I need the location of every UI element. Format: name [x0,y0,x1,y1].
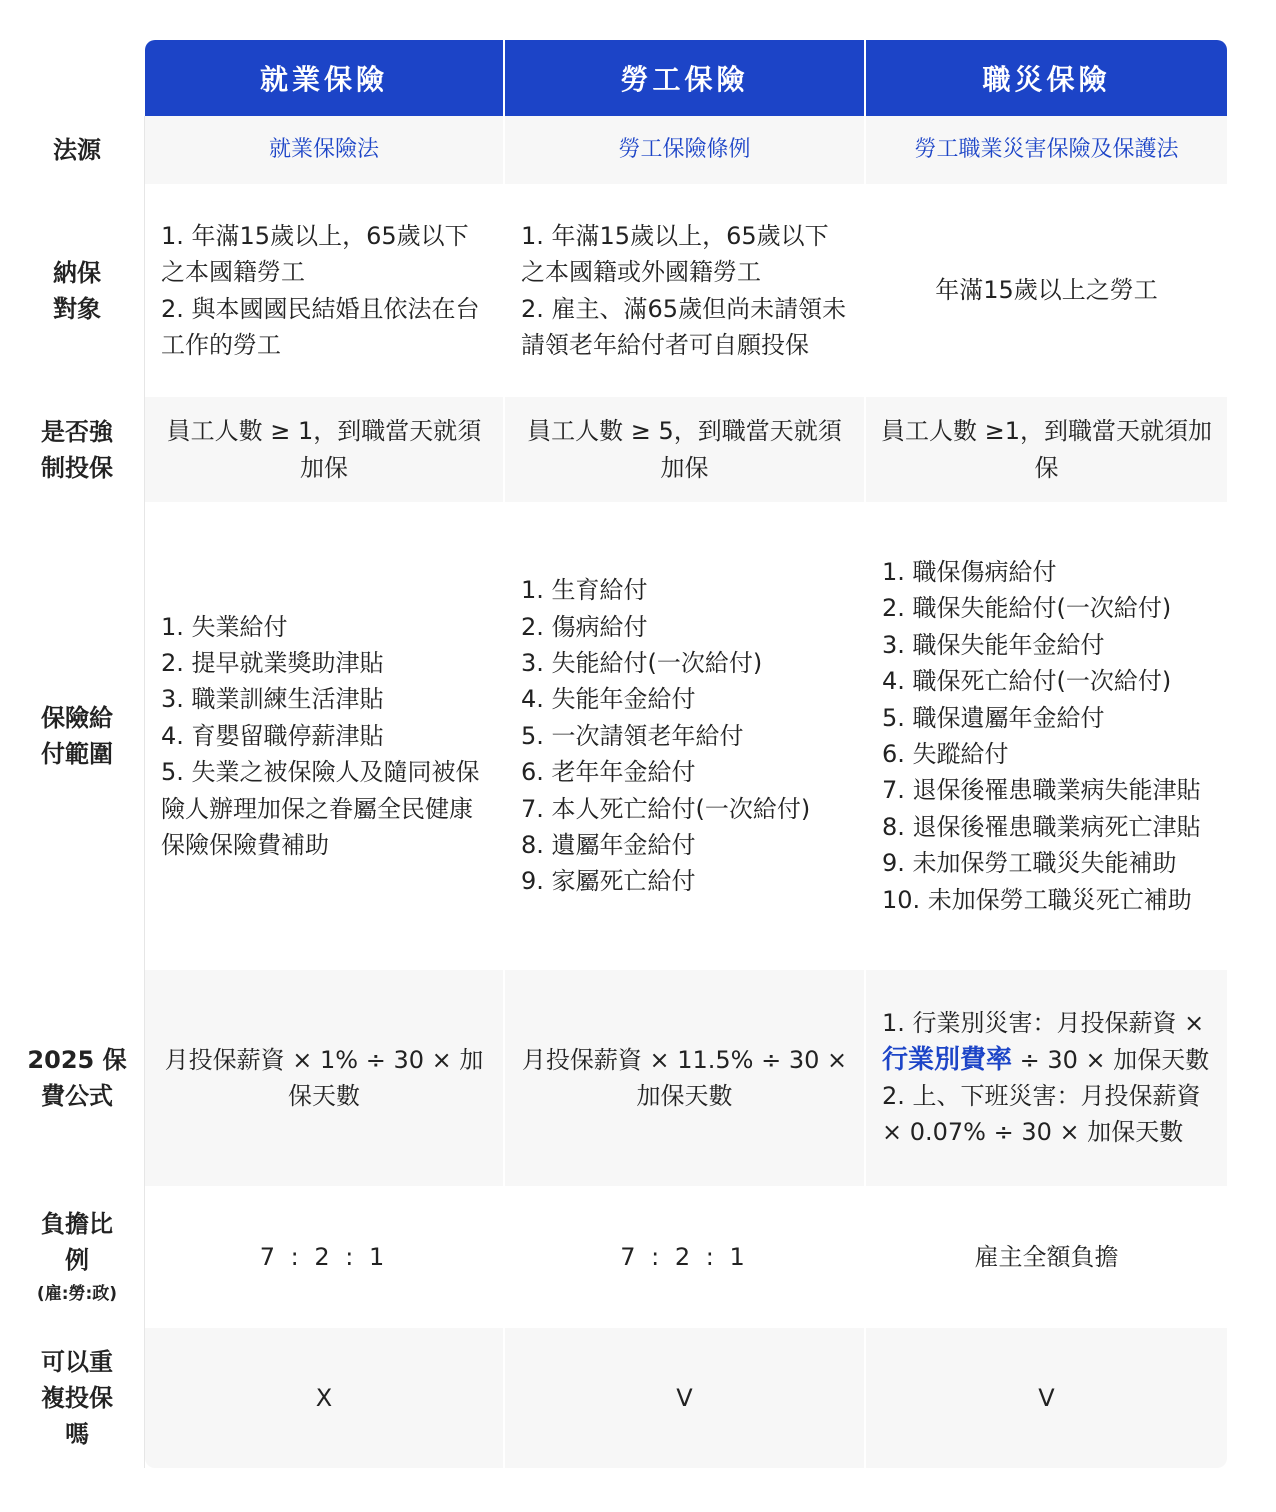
list-item: 1. 年滿15歲以上，65歲以下之本國籍或外國籍勞工 [521,221,829,287]
legal-source-disaster-link[interactable]: 勞工職業災害保險及保護法 [866,116,1227,184]
list-item: 1. 失業給付 [161,612,288,641]
list-item: 9. 家屬死亡給付 [521,867,696,896]
row-label-sub: (雇:勞:政) [36,1284,118,1304]
list-item: 2. 雇主、滿65歲但尚未請領未請領老年給付者可自願投保 [521,294,847,359]
legal-source-employment-link[interactable]: 就業保險法 [145,116,505,184]
eligibility-disaster: 年滿15歲以上之勞工 [935,276,1158,305]
list-item: 10. 未加保勞工職災死亡補助 [882,885,1192,914]
formula-text: 1. 行業別災害：月投保薪資 × [882,1009,1205,1038]
ratio-labor: 7 : 2 : 1 [505,1186,866,1328]
column-header-employment-insurance: 就業保險 [145,40,503,116]
list-item: 1. 職保傷病給付 [882,557,1057,586]
list-item: 5. 一次請領老年給付 [521,721,744,750]
list-item: 2. 與本國國民結婚且依法在台工作的勞工 [161,294,480,359]
duplicate-labor-mark: V [505,1328,866,1468]
column-header-occupational-accident-insurance: 職災保險 [866,40,1227,116]
list-item: 1. 年滿15歲以上，65歲以下之本國籍勞工 [161,221,469,287]
legal-source-labor-link[interactable]: 勞工保險條例 [505,116,866,184]
formula-text: ÷ 30 × 加保天數 [1012,1045,1210,1074]
list-item: 7. 退保後罹患職業病失能津貼 [882,776,1201,805]
ratio-disaster: 雇主全額負擔 [974,1242,1119,1271]
row-label-line: 是否強 [41,417,113,446]
duplicate-disaster-mark: V [866,1328,1227,1468]
row-label-legal-source [10,116,145,184]
insurance-comparison-table [10,40,1227,1468]
row-label-text: 法源 [53,136,101,164]
list-item: 4. 育嬰留職停薪津貼 [161,721,384,750]
list-item: 6. 老年年金給付 [521,758,696,787]
row-label-line: 複投保 [41,1384,113,1412]
list-item: 2. 傷病給付 [521,612,648,641]
list-item: 8. 退保後罹患職業病死亡津貼 [882,812,1201,841]
row-label-line: 費公式 [41,1082,113,1110]
list-item: 1. 生育給付 [521,576,648,605]
list-item: 8. 遺屬年金給付 [521,831,696,860]
list-item: 2. 職保失能給付(一次給付) [882,594,1172,623]
list-item: 6. 失蹤給付 [882,740,1009,768]
row-label-line: 嗎 [65,1420,89,1448]
premium-labor: 月投保薪資 × 11.5% ÷ 30 × 加保天數 [505,970,866,1186]
premium-employment: 月投保薪資 × 1% ÷ 30 × 加保天數 [145,970,505,1186]
row-label-line: 保險給 [41,704,113,732]
list-item: 5. 職保遺屬年金給付 [882,703,1105,732]
eligibility-labor [505,184,866,397]
row-label-benefits [10,502,145,970]
row-label-eligibility [10,184,145,397]
row-label-cost-ratio [10,1186,145,1328]
premium-disaster [866,970,1227,1186]
corner-empty [10,40,145,116]
benefits-disaster [866,502,1227,970]
list-item: 3. 職保失能年金給付 [882,630,1105,659]
row-label-line: 例 [65,1246,89,1274]
list-item: 9. 未加保勞工職災失能補助 [882,849,1177,878]
list-item: 7. 本人死亡給付(一次給付) [521,794,811,823]
row-label-line: 付範圍 [41,740,113,768]
mandatory-labor: 員工人數 ≥ 5，到職當天就須加保 [505,397,866,502]
row-label-duplicate-insurance [10,1328,145,1468]
list-item: 3. 失能給付(一次給付) [521,648,763,677]
column-header-labor-insurance: 勞工保險 [505,40,864,116]
row-label-line: 制投保 [41,453,113,482]
mandatory-employment: 員工人數 ≥ 1，到職當天就須加保 [145,397,505,502]
benefits-labor [505,502,866,970]
premium-disaster-line2: 2. 上、下班災害：月投保薪資 × 0.07% ÷ 30 × 加保天數 [882,1082,1201,1147]
ratio-employment: 7 : 2 : 1 [145,1186,505,1328]
eligibility-employment [145,184,505,397]
list-item: 2. 提早就業獎助津貼 [161,648,384,677]
row-label-line: 納保 [53,258,101,287]
list-item: 3. 職業訓練生活津貼 [161,685,384,714]
list-item: 4. 職保死亡給付(一次給付) [882,667,1172,696]
row-label-line: 可以重 [41,1348,113,1376]
duplicate-employment-mark: X [145,1328,505,1468]
row-label-mandatory [10,397,145,502]
list-item: 5. 失業之被保險人及隨同被保險人辦理加保之眷屬全民健康保險保險費補助 [161,758,480,860]
mandatory-disaster: 員工人數 ≥1，到職當天就須加保 [866,397,1227,502]
benefits-employment [145,502,505,970]
row-label-line: 2025 保 [27,1046,127,1074]
industry-rate-link[interactable]: 行業別費率 [882,1044,1013,1075]
premium-disaster-line1 [882,1005,1211,1078]
list-item: 4. 失能年金給付 [521,685,696,714]
row-label-premium-formula [10,970,145,1186]
row-label-line: 負擔比 [41,1210,113,1238]
row-label-line: 對象 [53,294,101,323]
